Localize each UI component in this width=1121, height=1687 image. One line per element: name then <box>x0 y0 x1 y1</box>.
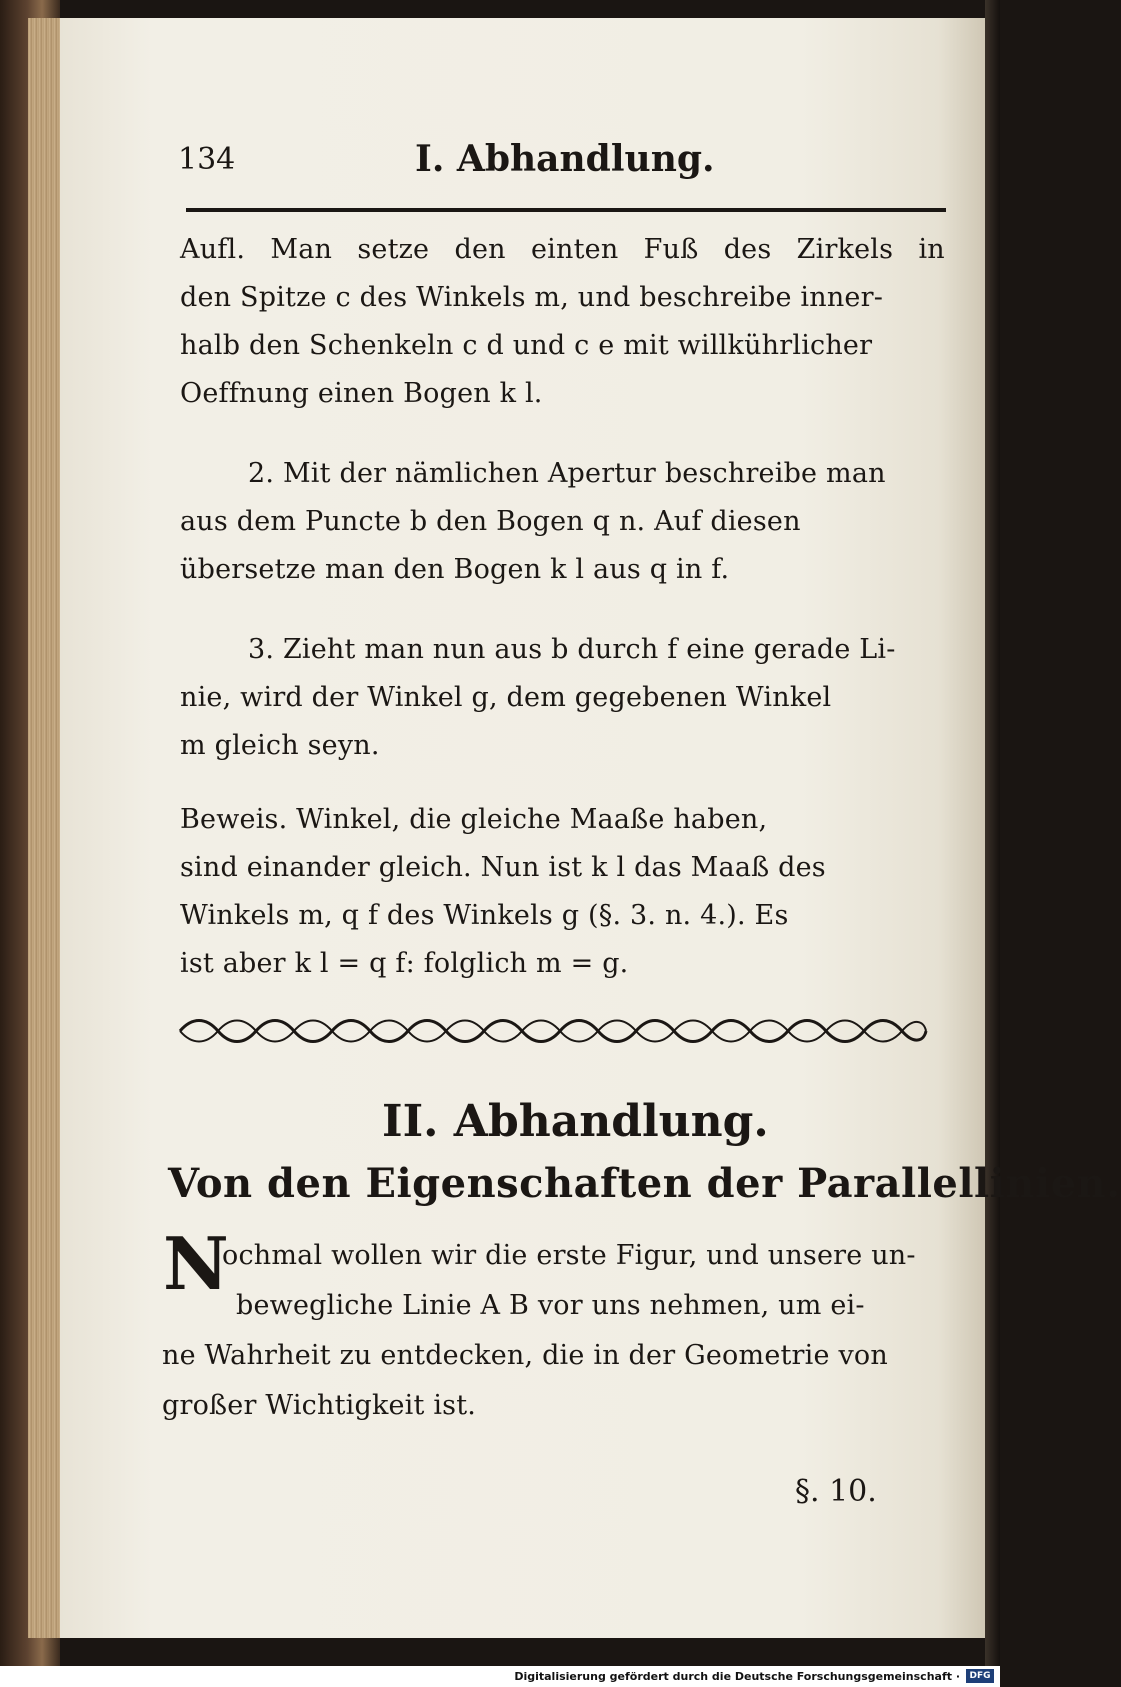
text-line: 2. Mit der nämlichen Apertur beschreibe man <box>248 458 886 489</box>
dfg-logo: DFG <box>966 1669 994 1683</box>
text-line: ne Wahrheit zu entdecken, die in der Geometrie von <box>162 1340 888 1371</box>
page-number: 134 <box>178 142 236 177</box>
digitization-credit: Digitalisierung gefördert durch die Deutsche Forschungsgemeinschaft · <box>514 1670 960 1683</box>
text-line: Aufl. Man setze den einten Fuß des Zirkels in <box>180 234 945 265</box>
text-line: m gleich seyn. <box>180 730 380 761</box>
page-edges <box>28 18 64 1638</box>
text-line: ochmal wollen wir die erste Figur, und unsere un- <box>222 1240 916 1271</box>
catchword: §. 10. <box>795 1474 877 1509</box>
text-line: den Spitze c des Winkels m, und beschreibe inner- <box>180 282 884 313</box>
text-line: bewegliche Linie A B vor uns nehmen, um ei- <box>236 1290 865 1321</box>
text-line: Winkels m, q f des Winkels g (§. 3. n. 4.). Es <box>180 900 789 931</box>
text-line: Oeffnung einen Bogen k l. <box>180 378 543 409</box>
section-title: II. Abhandlung. <box>382 1096 769 1147</box>
text-line: großer Wichtigkeit ist. <box>162 1390 477 1421</box>
text-line: aus dem Puncte b den Bogen q n. Auf diesen <box>180 506 801 537</box>
text-line: nie, wird der Winkel g, dem gegebenen Winkel <box>180 682 832 713</box>
header-rule <box>186 208 946 212</box>
book-edge <box>985 0 1000 1687</box>
section-subtitle: Von den Eigenschaften der Parallellinien. <box>168 1160 1121 1207</box>
text-line: Beweis. Winkel, die gleiche Maaße haben, <box>180 804 768 835</box>
text-line: sind einander gleich. Nun ist k l das Maaß des <box>180 852 826 883</box>
running-title: I. Abhandlung. <box>415 138 715 180</box>
text-line: 3. Zieht man nun aus b durch f eine gerade Li- <box>248 634 896 665</box>
drop-cap: N <box>163 1221 229 1306</box>
text-line: übersetze man den Bogen k l aus q in f. <box>180 554 730 585</box>
text-line: ist aber k l = q f: folglich m = g. <box>180 948 629 979</box>
ornament-border <box>172 1013 932 1049</box>
text-line: halb den Schenkeln c d und c e mit willkührlicher <box>180 330 873 361</box>
